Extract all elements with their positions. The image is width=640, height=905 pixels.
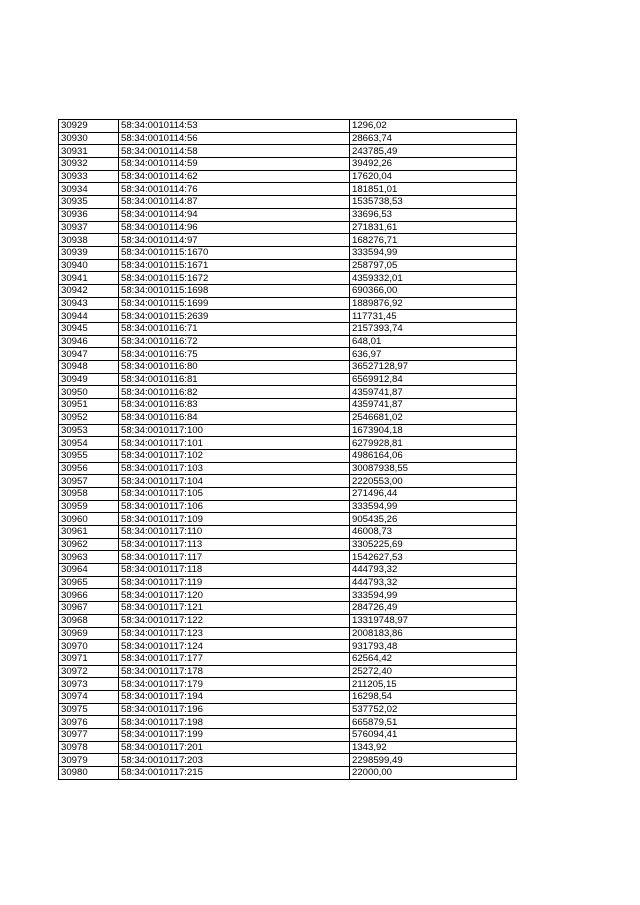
row-number-cell: 30950: [59, 386, 119, 399]
cadastral-number-cell: 58:34:0010114:62: [119, 170, 350, 183]
table-row: [59, 170, 517, 183]
table-row: [59, 449, 517, 462]
cadastral-number-cell: 58:34:0010114:56: [119, 132, 350, 145]
table-row: [59, 627, 517, 640]
cadastral-number-cell: 58:34:0010117:177: [119, 652, 350, 665]
cadastral-number-cell: 58:34:0010116:81: [119, 373, 350, 386]
table-row: [59, 716, 517, 729]
table-row: [59, 551, 517, 564]
cadastral-value-cell: 17620,04: [350, 170, 517, 183]
cadastral-number-cell: 58:34:0010114:58: [119, 145, 350, 158]
cadastral-value-cell: 1296,02: [350, 120, 517, 133]
row-number-cell: 30971: [59, 652, 119, 665]
cadastral-value-cell: 4359741,87: [350, 386, 517, 399]
cadastral-number-cell: 58:34:0010114:59: [119, 158, 350, 171]
cadastral-value-cell: 931793,48: [350, 640, 517, 653]
cadastral-number-cell: 58:34:0010115:1672: [119, 272, 350, 285]
cadastral-value-cell: 537752,02: [350, 703, 517, 716]
row-number-cell: 30958: [59, 487, 119, 500]
cadastral-number-cell: 58:34:0010117:119: [119, 576, 350, 589]
row-number-cell: 30976: [59, 716, 119, 729]
row-number-cell: 30980: [59, 767, 119, 780]
cadastral-number-cell: 58:34:0010116:75: [119, 348, 350, 361]
row-number-cell: 30957: [59, 475, 119, 488]
cadastral-value-cell: 4359741,87: [350, 399, 517, 412]
cadastral-value-table: [58, 119, 517, 780]
row-number-cell: 30956: [59, 462, 119, 475]
cadastral-number-cell: 58:34:0010117:104: [119, 475, 350, 488]
table-row: [59, 386, 517, 399]
table-row: [59, 513, 517, 526]
cadastral-value-cell: 39492,26: [350, 158, 517, 171]
cadastral-number-cell: 58:34:0010114:87: [119, 196, 350, 209]
row-number-cell: 30953: [59, 424, 119, 437]
table-row: [59, 665, 517, 678]
cadastral-value-cell: 25272,40: [350, 665, 517, 678]
table-row: [59, 652, 517, 665]
row-number-cell: 30967: [59, 602, 119, 615]
row-number-cell: 30944: [59, 310, 119, 323]
row-number-cell: 30961: [59, 526, 119, 539]
table-row: [59, 272, 517, 285]
cadastral-number-cell: 58:34:0010117:105: [119, 487, 350, 500]
cadastral-value-cell: 211205,15: [350, 678, 517, 691]
table-row: [59, 640, 517, 653]
cadastral-number-cell: 58:34:0010117:100: [119, 424, 350, 437]
row-number-cell: 30979: [59, 754, 119, 767]
table-row: [59, 703, 517, 716]
cadastral-value-cell: 6569912,84: [350, 373, 517, 386]
cadastral-value-cell: 1673904,18: [350, 424, 517, 437]
table-row: [59, 348, 517, 361]
cadastral-value-cell: 4359332,01: [350, 272, 517, 285]
cadastral-number-cell: 58:34:0010115:1670: [119, 246, 350, 259]
cadastral-number-cell: 58:34:0010114:97: [119, 234, 350, 247]
cadastral-number-cell: 58:34:0010114:76: [119, 183, 350, 196]
cadastral-value-cell: 333594,99: [350, 246, 517, 259]
table-row: [59, 564, 517, 577]
cadastral-number-cell: 58:34:0010117:110: [119, 526, 350, 539]
cadastral-value-cell: 1542627,53: [350, 551, 517, 564]
cadastral-value-cell: 36527128,97: [350, 361, 517, 374]
cadastral-value-cell: 30087938,55: [350, 462, 517, 475]
table-row: [59, 208, 517, 221]
cadastral-number-cell: 58:34:0010115:1698: [119, 284, 350, 297]
cadastral-value-cell: 636,97: [350, 348, 517, 361]
cadastral-number-cell: 58:34:0010117:178: [119, 665, 350, 678]
table-row: [59, 526, 517, 539]
row-number-cell: 30947: [59, 348, 119, 361]
cadastral-number-cell: 58:34:0010117:117: [119, 551, 350, 564]
table-row: [59, 284, 517, 297]
table-row: [59, 399, 517, 412]
cadastral-value-cell: 690366,00: [350, 284, 517, 297]
table-row: [59, 500, 517, 513]
cadastral-value-cell: 1343,92: [350, 741, 517, 754]
cadastral-value-cell: 333594,99: [350, 500, 517, 513]
cadastral-value-cell: 2157393,74: [350, 323, 517, 336]
table-row: [59, 538, 517, 551]
table-row: [59, 246, 517, 259]
cadastral-value-cell: 648,01: [350, 335, 517, 348]
table-row: [59, 183, 517, 196]
cadastral-number-cell: 58:34:0010117:215: [119, 767, 350, 780]
row-number-cell: 30943: [59, 297, 119, 310]
table-row: [59, 729, 517, 742]
table-row: [59, 259, 517, 272]
row-number-cell: 30940: [59, 259, 119, 272]
cadastral-value-cell: 13319748,97: [350, 614, 517, 627]
table-row: [59, 120, 517, 133]
table-row: [59, 196, 517, 209]
cadastral-number-cell: 58:34:0010116:82: [119, 386, 350, 399]
cadastral-number-cell: 58:34:0010117:194: [119, 690, 350, 703]
row-number-cell: 30933: [59, 170, 119, 183]
table-row: [59, 221, 517, 234]
cadastral-number-cell: 58:34:0010114:96: [119, 221, 350, 234]
table-row: [59, 462, 517, 475]
table-row: [59, 475, 517, 488]
table-row: [59, 373, 517, 386]
cadastral-value-cell: 181851,01: [350, 183, 517, 196]
row-number-cell: 30936: [59, 208, 119, 221]
cadastral-number-cell: 58:34:0010117:118: [119, 564, 350, 577]
row-number-cell: 30959: [59, 500, 119, 513]
row-number-cell: 30968: [59, 614, 119, 627]
cadastral-number-cell: 58:34:0010117:203: [119, 754, 350, 767]
cadastral-number-cell: 58:34:0010117:106: [119, 500, 350, 513]
cadastral-value-cell: 4986164,06: [350, 449, 517, 462]
table-row: [59, 310, 517, 323]
row-number-cell: 30973: [59, 678, 119, 691]
row-number-cell: 30934: [59, 183, 119, 196]
table-row: [59, 411, 517, 424]
cadastral-number-cell: 58:34:0010117:120: [119, 589, 350, 602]
cadastral-value-cell: 271496,44: [350, 487, 517, 500]
cadastral-value-cell: 284726,49: [350, 602, 517, 615]
cadastral-value-cell: 168276,71: [350, 234, 517, 247]
cadastral-number-cell: 58:34:0010116:84: [119, 411, 350, 424]
cadastral-number-cell: 58:34:0010117:102: [119, 449, 350, 462]
cadastral-value-cell: 22000,00: [350, 767, 517, 780]
row-number-cell: 30955: [59, 449, 119, 462]
table-row: [59, 297, 517, 310]
cadastral-value-cell: 1889876,92: [350, 297, 517, 310]
row-number-cell: 30935: [59, 196, 119, 209]
cadastral-number-cell: 58:34:0010117:121: [119, 602, 350, 615]
table-row: [59, 323, 517, 336]
row-number-cell: 30930: [59, 132, 119, 145]
cadastral-value-cell: 33696,53: [350, 208, 517, 221]
cadastral-value-cell: 117731,45: [350, 310, 517, 323]
cadastral-value-cell: 2008183,86: [350, 627, 517, 640]
table-row: [59, 589, 517, 602]
row-number-cell: 30963: [59, 551, 119, 564]
table-row: [59, 602, 517, 615]
table-row: [59, 361, 517, 374]
cadastral-number-cell: 58:34:0010115:1671: [119, 259, 350, 272]
cadastral-number-cell: 58:34:0010117:103: [119, 462, 350, 475]
cadastral-number-cell: 58:34:0010116:72: [119, 335, 350, 348]
cadastral-number-cell: 58:34:0010117:124: [119, 640, 350, 653]
table-row: [59, 335, 517, 348]
row-number-cell: 30978: [59, 741, 119, 754]
row-number-cell: 30929: [59, 120, 119, 133]
cadastral-number-cell: 58:34:0010117:101: [119, 437, 350, 450]
cadastral-number-cell: 58:34:0010117:198: [119, 716, 350, 729]
cadastral-number-cell: 58:34:0010117:113: [119, 538, 350, 551]
row-number-cell: 30975: [59, 703, 119, 716]
row-number-cell: 30938: [59, 234, 119, 247]
cadastral-number-cell: 58:34:0010117:196: [119, 703, 350, 716]
cadastral-number-cell: 58:34:0010117:109: [119, 513, 350, 526]
table-row: [59, 754, 517, 767]
cadastral-value-cell: 2220553,00: [350, 475, 517, 488]
table-row: [59, 424, 517, 437]
row-number-cell: 30946: [59, 335, 119, 348]
row-number-cell: 30952: [59, 411, 119, 424]
cadastral-number-cell: 58:34:0010117:179: [119, 678, 350, 691]
cadastral-number-cell: 58:34:0010117:123: [119, 627, 350, 640]
cadastral-number-cell: 58:34:0010114:94: [119, 208, 350, 221]
cadastral-value-cell: 3305225,69: [350, 538, 517, 551]
row-number-cell: 30937: [59, 221, 119, 234]
cadastral-value-cell: 576094,41: [350, 729, 517, 742]
cadastral-value-cell: 665879,51: [350, 716, 517, 729]
row-number-cell: 30954: [59, 437, 119, 450]
cadastral-value-cell: 2298599,49: [350, 754, 517, 767]
cadastral-number-cell: 58:34:0010117:199: [119, 729, 350, 742]
row-number-cell: 30960: [59, 513, 119, 526]
cadastral-value-cell: 62564,42: [350, 652, 517, 665]
cadastral-value-cell: 16298,54: [350, 690, 517, 703]
table-row: [59, 437, 517, 450]
row-number-cell: 30974: [59, 690, 119, 703]
table-row: [59, 741, 517, 754]
row-number-cell: 30942: [59, 284, 119, 297]
cadastral-value-cell: 243785,49: [350, 145, 517, 158]
row-number-cell: 30977: [59, 729, 119, 742]
row-number-cell: 30965: [59, 576, 119, 589]
cadastral-value-cell: 6279928,81: [350, 437, 517, 450]
table-row: [59, 145, 517, 158]
table-row: [59, 767, 517, 780]
table-row: [59, 678, 517, 691]
table-row: [59, 690, 517, 703]
row-number-cell: 30931: [59, 145, 119, 158]
cadastral-number-cell: 58:34:0010117:201: [119, 741, 350, 754]
cadastral-number-cell: 58:34:0010114:53: [119, 120, 350, 133]
cadastral-value-cell: 271831,61: [350, 221, 517, 234]
table-row: [59, 614, 517, 627]
cadastral-number-cell: 58:34:0010117:122: [119, 614, 350, 627]
row-number-cell: 30945: [59, 323, 119, 336]
cadastral-value-cell: 2546681,02: [350, 411, 517, 424]
cadastral-value-cell: 444793,32: [350, 564, 517, 577]
cadastral-value-cell: 444793,32: [350, 576, 517, 589]
cadastral-value-cell: 905435,26: [350, 513, 517, 526]
row-number-cell: 30962: [59, 538, 119, 551]
row-number-cell: 30964: [59, 564, 119, 577]
cadastral-number-cell: 58:34:0010116:71: [119, 323, 350, 336]
table-row: [59, 576, 517, 589]
table-row: [59, 158, 517, 171]
row-number-cell: 30939: [59, 246, 119, 259]
cadastral-value-cell: 333594,99: [350, 589, 517, 602]
cadastral-value-cell: 1535738,53: [350, 196, 517, 209]
row-number-cell: 30941: [59, 272, 119, 285]
row-number-cell: 30948: [59, 361, 119, 374]
cadastral-number-cell: 58:34:0010116:83: [119, 399, 350, 412]
row-number-cell: 30932: [59, 158, 119, 171]
table-row: [59, 132, 517, 145]
row-number-cell: 30972: [59, 665, 119, 678]
cadastral-value-cell: 258797,05: [350, 259, 517, 272]
cadastral-value-cell: 28663,74: [350, 132, 517, 145]
row-number-cell: 30970: [59, 640, 119, 653]
row-number-cell: 30969: [59, 627, 119, 640]
table-row: [59, 487, 517, 500]
table-body: [59, 120, 517, 780]
cadastral-number-cell: 58:34:0010115:1699: [119, 297, 350, 310]
cadastral-number-cell: 58:34:0010116:80: [119, 361, 350, 374]
table-row: [59, 234, 517, 247]
cadastral-number-cell: 58:34:0010115:2639: [119, 310, 350, 323]
row-number-cell: 30966: [59, 589, 119, 602]
cadastral-value-cell: 46008,73: [350, 526, 517, 539]
row-number-cell: 30951: [59, 399, 119, 412]
row-number-cell: 30949: [59, 373, 119, 386]
